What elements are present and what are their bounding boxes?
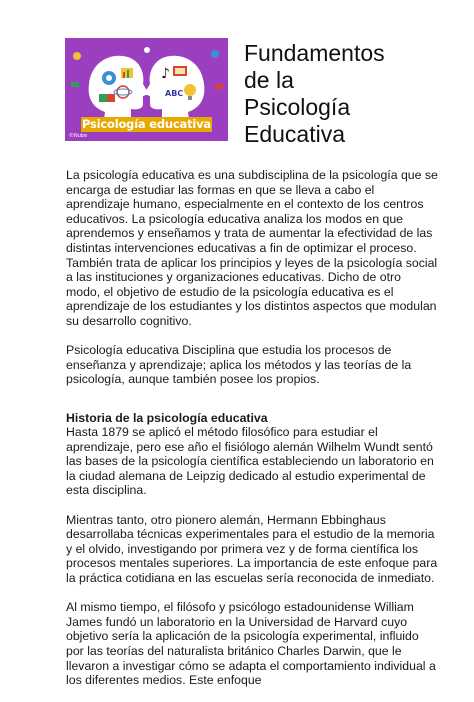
document-title: [244, 40, 444, 148]
banner-credit: ©Nube: [69, 133, 88, 139]
section-heading: Historia de la psicología educativa: [66, 410, 268, 425]
banner-caption: Psicología educativa: [81, 117, 211, 131]
head-silhouette-icon: [89, 56, 149, 126]
paragraph-definition: Psicología educativa Disciplina que estudia los procesos de enseñanza y aprendizaje; aplica los métodos y las teorías de la psicología, aunque también posee los propios.: [66, 343, 412, 387]
paragraph-wundt: Hasta 1879 se aplicó el método filosófico para estudiar el aprendizaje, pero ese año el fisiólogo alemán Wilhelm Wundt sentó las bases de la psicología científica estableciendo un laboratorio en la ciudad alemana de Leipzig dedicado al estudio experimental de esta disciplina.: [66, 425, 434, 498]
title-line: Psicología: [244, 94, 351, 120]
banner-image: [65, 38, 228, 141]
lightbulb-icon: [184, 84, 196, 96]
paragraph-ebbinghaus: Mientras tanto, otro pionero alemán, Hermann Ebbinghaus desarrollaba técnicas experimentales para el estudio de la memoria y el olvido, investigando por primera vez y de forma científica los procesos mentales superiores. La importancia de este enfoque para la práctica cotidiana en las escuelas sería reconocida de inmediato.: [66, 512, 438, 586]
document-body: [66, 168, 438, 702]
paragraph-intro: La psicología educativa es una subdisciplina de la psicología que se encarga de estudiar las formas en que se lleva a cabo el aprendizaje humano, especialmente en el contexto de los centros educativos. La psicología educativa analiza los modos en que aprendemos y enseñamos y trata de aumentar la efectividad de las distintas intervenciones educativas a fin de optimizar el proceso. También trata de aplicar los principios y leyes de la psicología social a las instituciones y organizaciones educativas. Dicho de otro modo, el objetivo de estudio de la psicología educativa es el aprendizaje de los estudiantes y los distintos aspectos que modulan su desarrollo cognitivo.: [66, 168, 438, 328]
svg-text:ABC: ABC: [165, 89, 184, 98]
title-line: de la: [244, 67, 294, 93]
paragraph-james: Al mismo tiempo, el filósofo y psicólogo estadounidense William James fundó un laboratorio en la Universidad de Harvard cuyo objetivo sería la aplicación de la psicología experimental, influido por las teorías del naturalista británico Charles Darwin, que le llevaron a investigar cómo se adapta el comportamiento individual a los diferentes medios. Este enfoque: [66, 600, 436, 688]
title-line: Educativa: [244, 121, 346, 147]
title-line: Fundamentos: [244, 40, 385, 66]
abc-blocks-icon: [99, 94, 107, 102]
music-note-icon: ♪: [161, 66, 170, 82]
